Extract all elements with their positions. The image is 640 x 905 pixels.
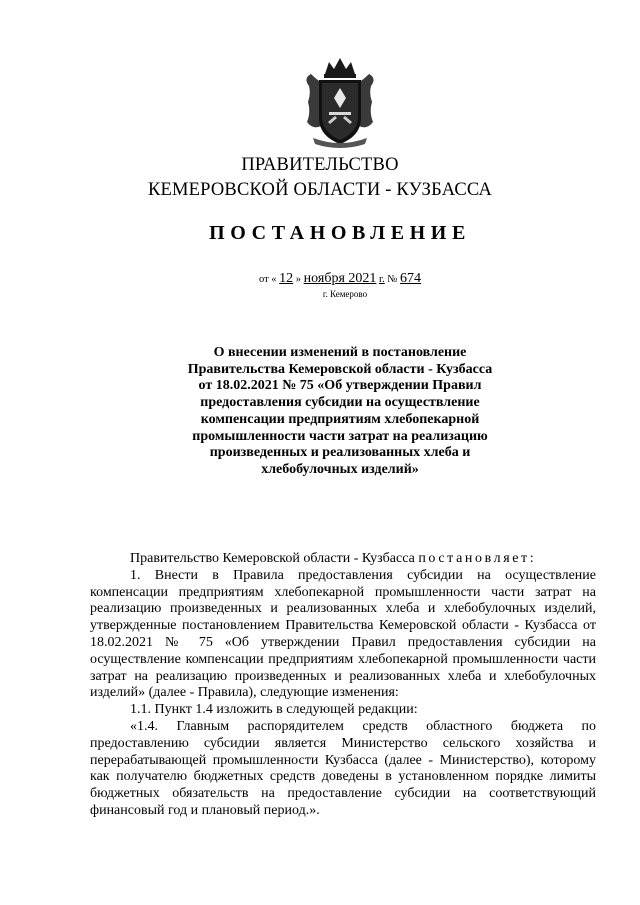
date-month-year: ноября 2021 [303,271,377,286]
subject-line: произведенных и реализованных хлеба и [209,445,471,461]
document-subject [165,345,515,479]
government-title-line1: ПРАВИТЕЛЬСТВО [241,155,399,175]
document-number: 674 [400,271,422,286]
subject-line: хлебобулочных изделий» [261,461,419,477]
date-day: 12 [279,271,294,286]
subject-line: предоставления субсидии на осуществление [200,395,480,411]
date-number-line [0,271,640,287]
dateline-from: от [258,274,269,285]
number-sign: № [387,274,398,285]
subject-line: промышленности части затрат на реализацию [192,428,488,444]
coat-of-arms-emblem [299,56,381,148]
intro-text: Правительство Кемеровской области - Кузбасса [130,551,415,566]
paragraph-1-1: 1.1. Пункт 1.4 изложить в следующей редакции: [130,702,418,718]
subject-line: О внесении изменений в постановление [213,345,467,360]
government-title-line2: КЕМЕРОВСКОЙ ОБЛАСТИ - КУЗБАССА [147,180,493,200]
dateline-close-quote: » [295,274,302,285]
document-type-heading: ПОСТАНОВЛЕНИЕ [209,222,471,244]
subject-line: компенсации предприятиям хлебопекарной [200,411,480,427]
document-body [90,551,596,820]
paragraph-1: 1. Внести в Правила предоставления субсидии на осуществление компенсации предприятиям хлебопекарной промышленности части затрат на реализацию произведенных и реализованных хлеба и хлебобулочных изделий, утвержденные постановлением Правительства Кемеровской области - Кузбасса от 18.02.2021 № 75 «Об утверждении Правил предоставления субсидии на осуществление компенсации предприятиям хлебопекарной промышленности части затрат на реализацию произведенных и реализованных хлеба и хлебобулочных изделий» (далее - Правила), следующие изменения: [90,567,596,701]
body-intro [90,551,596,568]
subject-line: от 18.02.2021 № 75 «Об утверждении Правил [198,378,482,394]
paragraph-1-4-quote: «1.4. Главным распорядителем средств областного бюджета по предоставлению субсидии является Министерство сельского хозяйства и перерабатывающей промышленности Кузбасса (далее - Министерство), которому как получателю бюджетных средств доведены в установленном порядке лимиты бюджетных обязательств на предоставление субсидии на соответствующий финансовый год и плановый период.». [90,718,596,818]
city-line: г. Кемерово [322,289,368,299]
intro-decree-word: постановляет: [418,551,537,566]
dateline-open-quote: « [271,274,277,285]
subject-line: Правительства Кемеровской области - Кузбасса [187,361,493,377]
date-year-suffix: г. [379,274,385,285]
